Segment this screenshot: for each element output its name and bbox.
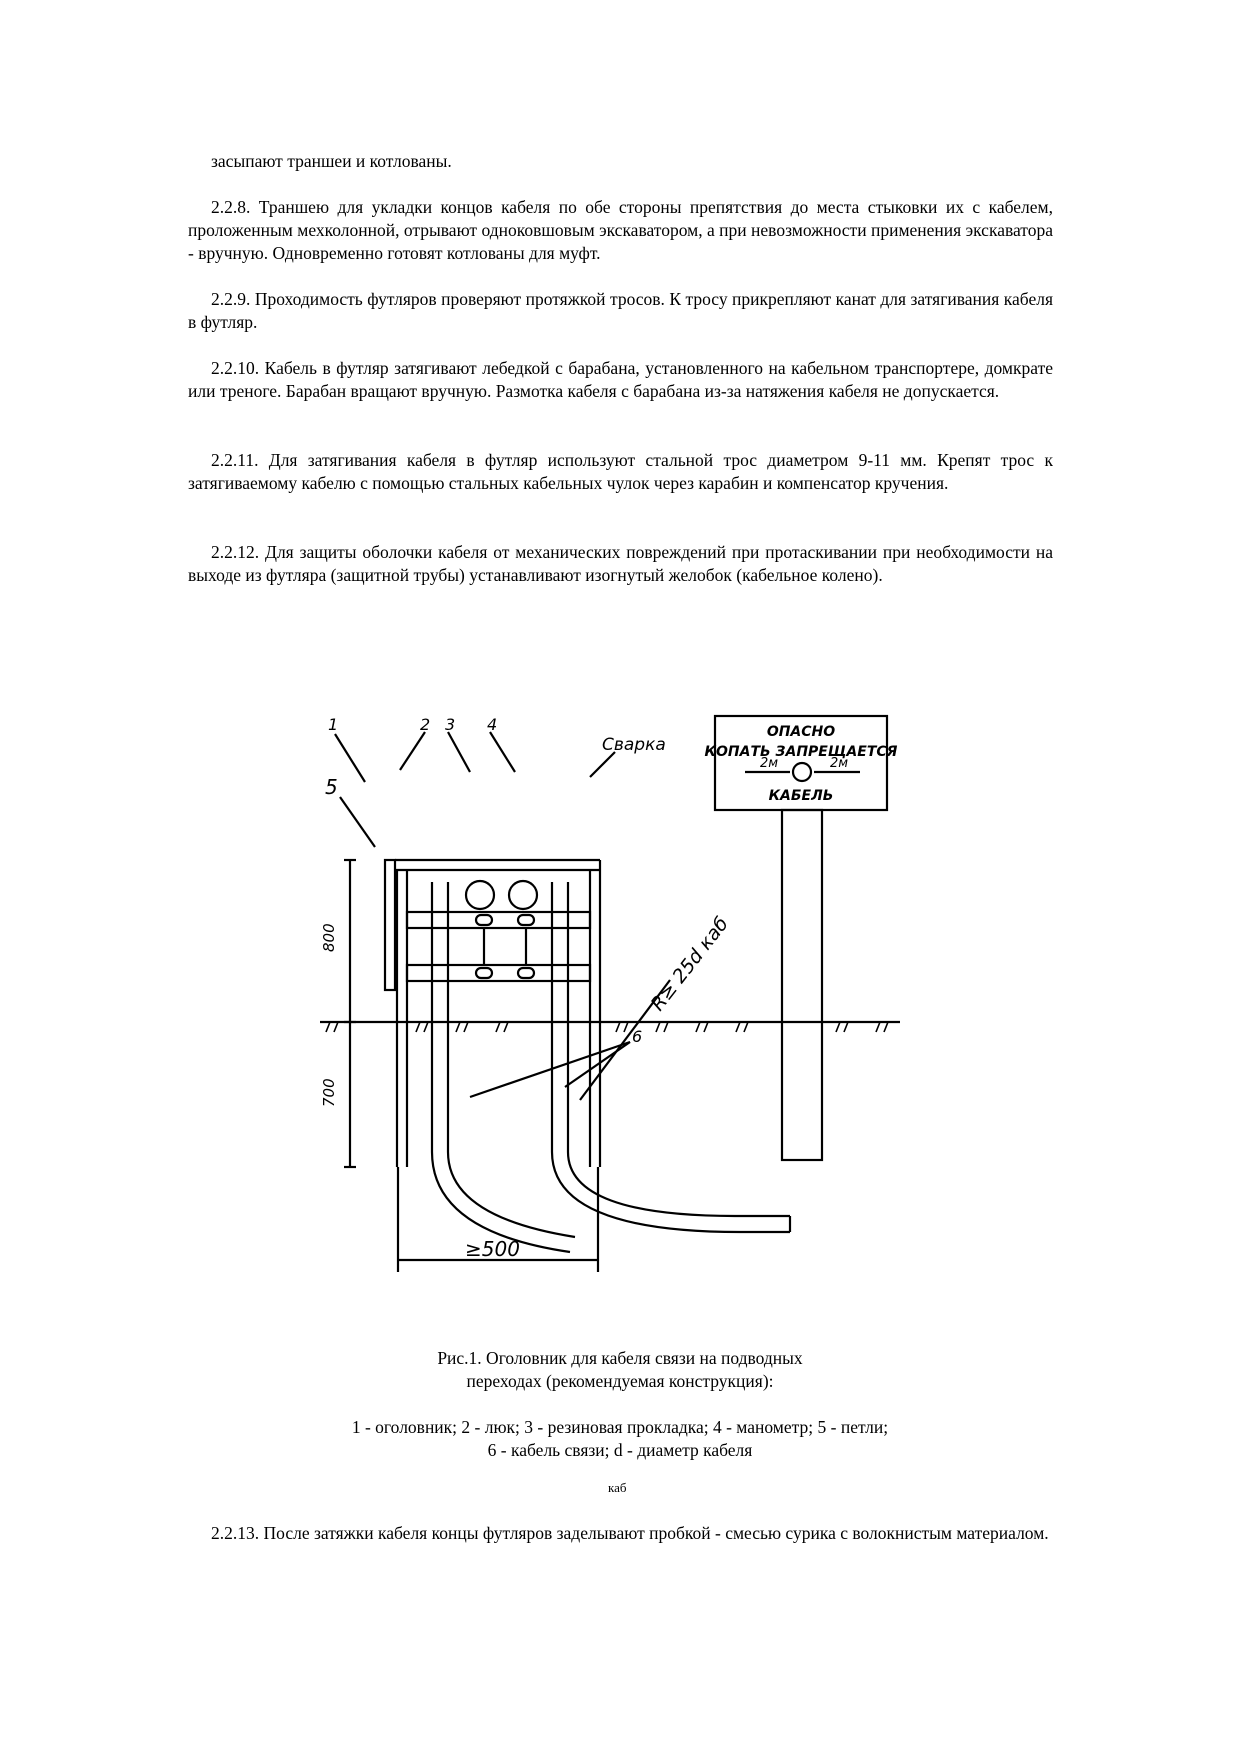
- cable-symbol-icon: [793, 763, 811, 781]
- cable-1-outline: [432, 882, 570, 1252]
- weld-label: Сварка: [602, 735, 666, 755]
- sign-post: [782, 810, 822, 1160]
- drawing-svg: [320, 712, 920, 1332]
- sign-text-cable: КАБЕЛЬ: [768, 788, 834, 804]
- callout-2: 2: [420, 715, 431, 734]
- paragraph-text: засыпают траншеи и котлованы.: [211, 151, 452, 171]
- figure-caption-legend-cont: 6 - кабель связи; d - диаметр кабеля: [487, 1440, 753, 1460]
- cable-head-drawing: [320, 712, 920, 1332]
- dimension-800: 800: [320, 923, 338, 952]
- sign-text-no-digging: КОПАТЬ ЗАПРЕЩАЕТСЯ: [704, 744, 898, 760]
- paragraph-continuation: [188, 150, 1053, 173]
- bend-radius-label: R≥ 25d каб: [646, 913, 734, 1016]
- paragraph-text: 2.2.10. Кабель в футляр затягивают лебедкой с барабана, установленного на кабельном транспортере, домкрате или треноге. Барабан вращают вручную. Размотка кабеля с барабана из-за натяжения кабеля не допускается.: [188, 358, 1053, 401]
- figure-caption-title-cont: переходах (рекомендуемая конструкция):: [466, 1371, 774, 1391]
- callout-6: 6: [632, 1027, 643, 1046]
- figure-caption-title: Рис.1. Оголовник для кабеля связи на подводных: [437, 1348, 803, 1368]
- paragraph-2-2-12: [188, 541, 1053, 587]
- manometer-icon: [509, 881, 537, 909]
- paragraph-text: 2.2.9. Проходимость футляров проверяют протяжкой тросов. К тросу прикрепляют канат для затягивания кабеля в футляр.: [188, 289, 1053, 332]
- dimension-500: ≥500: [465, 1237, 520, 1261]
- paragraph-2-2-10: [188, 357, 1053, 403]
- sign-text-danger: ОПАСНО: [766, 724, 836, 740]
- sign-text-distance-left: 2м: [760, 756, 779, 771]
- callout-4: 4: [487, 715, 498, 734]
- caption-subscript: каб: [608, 1480, 627, 1495]
- paragraph-text: 2.2.13. После затяжки кабеля концы футляров заделывают пробкой - смесью сурика с волокнистым материалом.: [211, 1523, 1049, 1543]
- paragraph-text: 2.2.11. Для затягивания кабеля в футляр используют стальной трос диаметром 9-11 мм. Крепят трос к затягиваемому кабелю с помощью стальных кабельных чулок через карабин и компенсатор кручения.: [188, 450, 1053, 493]
- paragraph-text: 2.2.8. Траншею для укладки концов кабеля по обе стороны препятствия до места стыковки их с кабелем, проложенным мехколонной, отрывают одноковшовым экскаватором, а при невозможности применения экскаватора - вручную. Одновременно готовят котлованы для муфт.: [188, 197, 1053, 263]
- manometer-icon: [466, 881, 494, 909]
- paragraph-2-2-13: [188, 1522, 1053, 1545]
- paragraph-text: 2.2.12. Для защиты оболочки кабеля от механических повреждений при протаскивании при необходимости на выходе из футляра (защитной трубы) устанавливают изогнутый желобок (кабельное колено).: [188, 542, 1053, 585]
- callout-3: 3: [445, 715, 456, 734]
- callout-5: 5: [325, 775, 338, 799]
- callout-1: 1: [328, 715, 339, 734]
- paragraph-2-2-9: [188, 288, 1053, 334]
- paragraph-2-2-11: [188, 449, 1053, 495]
- dimension-700: 700: [320, 1078, 338, 1107]
- sign-text-distance-right: 2м: [830, 756, 849, 771]
- figure-caption-legend: 1 - оголовник; 2 - люк; 3 - резиновая прокладка; 4 - манометр; 5 - петли;: [351, 1417, 889, 1437]
- paragraph-2-2-8: [188, 196, 1053, 265]
